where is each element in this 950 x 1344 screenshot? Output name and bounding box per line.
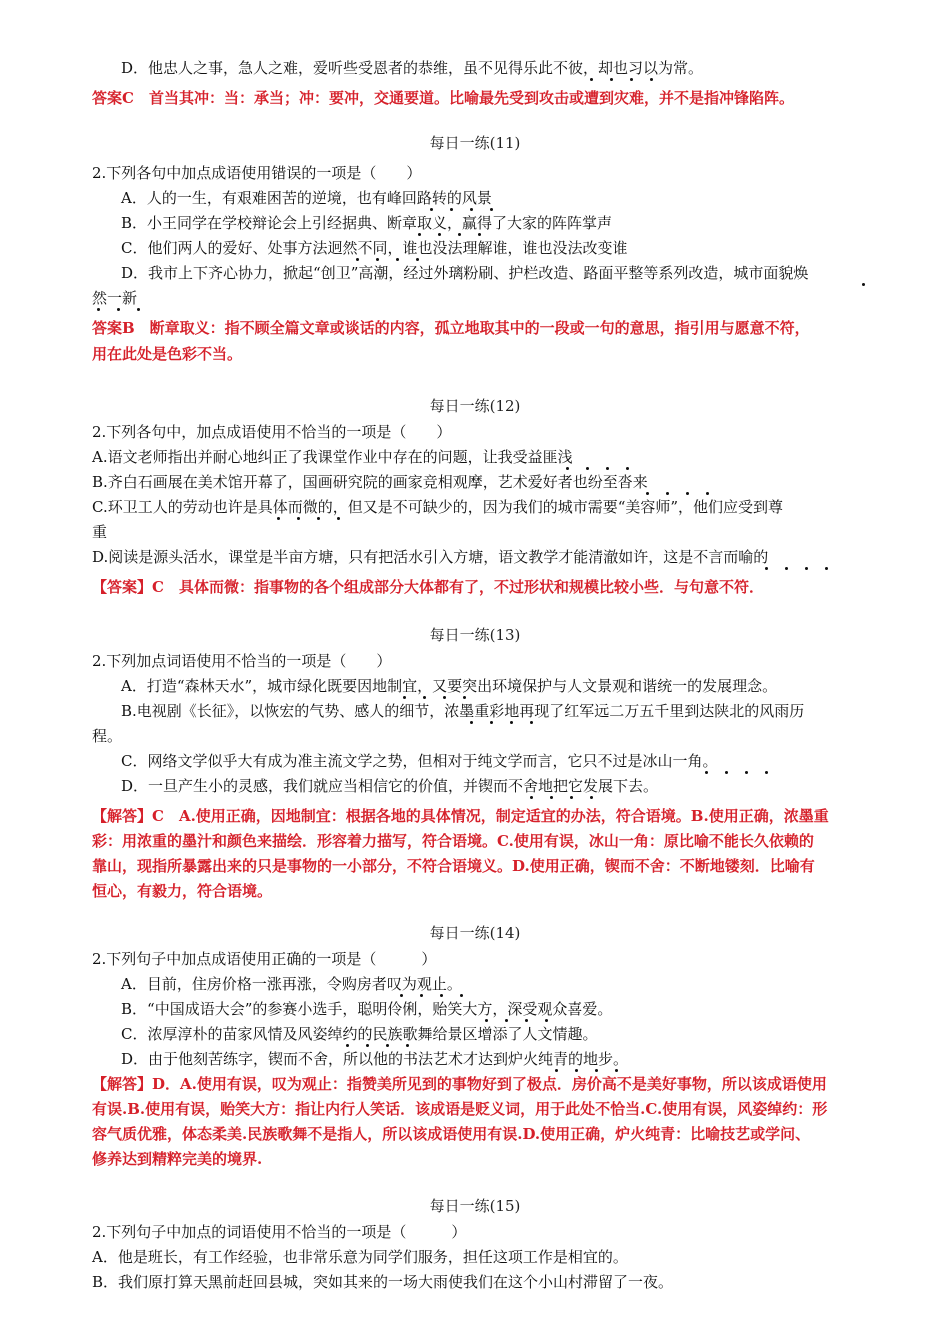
emphasis-dot [550,796,553,799]
emphasis-dot [117,308,120,311]
text-line: B．我们原打算天黑前赶回县城，突如其来的一场大雨使我们在这个小山村滞留了一夜。 [92,1273,674,1291]
text-line: D.阅读是源头活水，课堂是半亩方塘，只有把活水引入方塘，语文教学才能清澈如许，这是不言而喻的 [92,548,769,566]
answer-line: 有误.B.使用有误，贻笑大方：指让内行人笑话．该成语是贬义词，用于此处不恰当.C.使用有误，风姿绰约：形 [92,1100,828,1118]
answer-line: 答案C 首当其冲：当：承当；冲：要冲，交通要道。比喻最先受到攻击或遭到灾难，并不是指冲锋陷阵。 [92,89,794,107]
section-title: 每日一练(11) [429,134,521,152]
text-line: 2.下列加点词语使用不恰当的一项是（ ） [92,652,392,670]
text-line: 然一新 [92,289,138,307]
emphasis-dot [490,721,493,724]
emphasis-dot [337,517,340,520]
emphasis-dot [765,567,768,570]
emphasis-dot [510,721,513,724]
emphasis-dot [590,78,593,81]
emphasis-dot [137,308,140,311]
emphasis-dot [650,78,653,81]
text-line: 重 [92,523,108,541]
emphasis-dot [745,771,748,774]
emphasis-dot [785,567,788,570]
emphasis-dot [530,721,533,724]
answer-line: 【解答】C A.使用正确，因地制宜：根据各地的具体情况，制定适宜的办法，符合语境。B.使用正确，浓墨重 [92,807,829,825]
emphasis-dot [630,78,633,81]
answer-line: 彩：用浓重的墨汁和颜色来描绘．形容着力描写，符合语境。C.使用有误，冰山一角：原比喻不能长久依赖的 [92,832,814,850]
text-line: B．小王同学在学校辩论会上引经据典、断章取义，赢得了大家的阵阵掌声 [121,214,613,232]
section-title: 每日一练(14) [429,924,521,942]
text-line: 2.下列句子中加点成语使用正确的一项是（ ） [92,950,437,968]
text-line: D．一旦产生小的灵感，我们就应当相信它的价值，并锲而不舍地把它发展下去。 [121,777,659,795]
emphasis-dot [805,567,808,570]
text-line: D．由于他刻苦练字，锲而不舍，所以他的书法艺术才达到炉火纯青的地步。 [121,1050,629,1068]
text-line: D．我市上下齐心协力，掀起“创卫”高潮，经过外璃粉刷、护栏改造、路面平整等系列改造，城市面貌焕 [121,264,809,282]
text-line: A．打造“森林天水”，城市绿化既要因地制宜，又要突出环境保护与人文景观和谐统一的发展理念。 [121,677,778,695]
emphasis-dot [317,517,320,520]
answer-line: 靠山，现指所暴露出来的只是事物的一小部分，不符合语境义。D.使用正确，锲而不舍：不断地镂刻．比喻有 [92,857,815,875]
answer-line: 【答案】C 具体而微：指事物的各个组成部分大体都有了，不过形状和规模比较小些．与句意不符． [92,578,764,596]
text-line: C.环卫工人的劳动也许是具体而微的，但又是不可缺少的，因为我们的城市需要“美容师”，他们应受到尊 [92,498,784,516]
text-line: A．人的一生，有艰难困苦的逆境，也有峰回路转的风景 [121,189,492,207]
text-line: C．浓厚淳朴的苗家风情及风姿绰约的民族歌舞给景区增添了人文情趣。 [121,1025,598,1043]
text-line: A．他是班长，有工作经验，也非常乐意为同学们服务，担任这项工作是相宜的。 [92,1248,628,1266]
emphasis-dot [705,771,708,774]
answer-line: 答案B 断章取义：指不顾全篇文章或谈话的内容，孤立地取其中的一段或一句的意思，指引用与愿意不符， [92,319,810,337]
text-line: B.电视剧《长征》，以恢宏的气势、感人的细节，浓墨重彩地再现了红军远二万五千里到达陕北的风雨历 [121,702,805,720]
emphasis-dot [97,308,100,311]
text-line: A．目前，住房价格一涨再涨，令购房者叹为观止。 [121,975,462,993]
text-line: 2.下列各句中，加点成语使用不恰当的一项是（ ） [92,423,452,441]
answer-line: 容气质优雅，体态柔美.民族歌舞不是指人，所以该成语使用有误.D.使用正确，炉火纯青：比喻技艺或学问、 [92,1125,811,1143]
answer-line: 修养达到精粹完美的境界. [92,1150,263,1168]
text-line: A.语文老师指出并耐心地纠正了我课堂作业中存在的问题，让我受益匪浅 [92,448,573,466]
text-line: B．“中国成语大会”的参赛小选手，聪明伶俐，贻笑大方，深受观众喜爱。 [121,1000,613,1018]
text-line: B.齐白石画展在美术馆开幕了，国画研究院的画家竞相观摩，艺术爱好者也纷至沓来 [92,473,648,491]
text-line: C．网络文学似乎大有成为准主流文学之势，但相对于纯文学而言，它只不过是冰山一角。 [121,752,718,770]
text-line: C．他们两人的爱好、处事方法迥然不同，谁也没法理解谁，谁也没法改变谁 [121,239,628,257]
section-title: 每日一练(12) [429,397,521,415]
emphasis-dot [590,796,593,799]
emphasis-dot [825,567,828,570]
emphasis-dot [297,517,300,520]
answer-line: 恒心，有毅力，符合语境。 [92,882,273,900]
text-line: 程。 [92,727,123,745]
emphasis-dot [862,283,865,286]
emphasis-dot [277,517,280,520]
text-line: 2.下列各句中加点成语使用错误的一项是（ ） [92,164,422,182]
text-line: D．他忠人之事，急人之难，爱听些受恩者的恭维，虽不见得乐此不彼，却也习以为常。 [121,59,704,77]
emphasis-dot [610,78,613,81]
emphasis-dot [530,796,533,799]
section-title: 每日一练(15) [429,1197,521,1215]
text-line: 2.下列句子中加点的词语使用不恰当的一项是（ ） [92,1223,467,1241]
section-title: 每日一练(13) [429,626,521,644]
emphasis-dot [765,771,768,774]
emphasis-dot [725,771,728,774]
emphasis-dot [470,721,473,724]
emphasis-dot [570,796,573,799]
answer-line: 用在此处是色彩不当。 [92,345,243,363]
answer-line: 【解答】D．A.使用有误，叹为观止：指赞美所见到的事物好到了极点．房价高不是美好事物，所以该成语使用 [92,1075,827,1093]
